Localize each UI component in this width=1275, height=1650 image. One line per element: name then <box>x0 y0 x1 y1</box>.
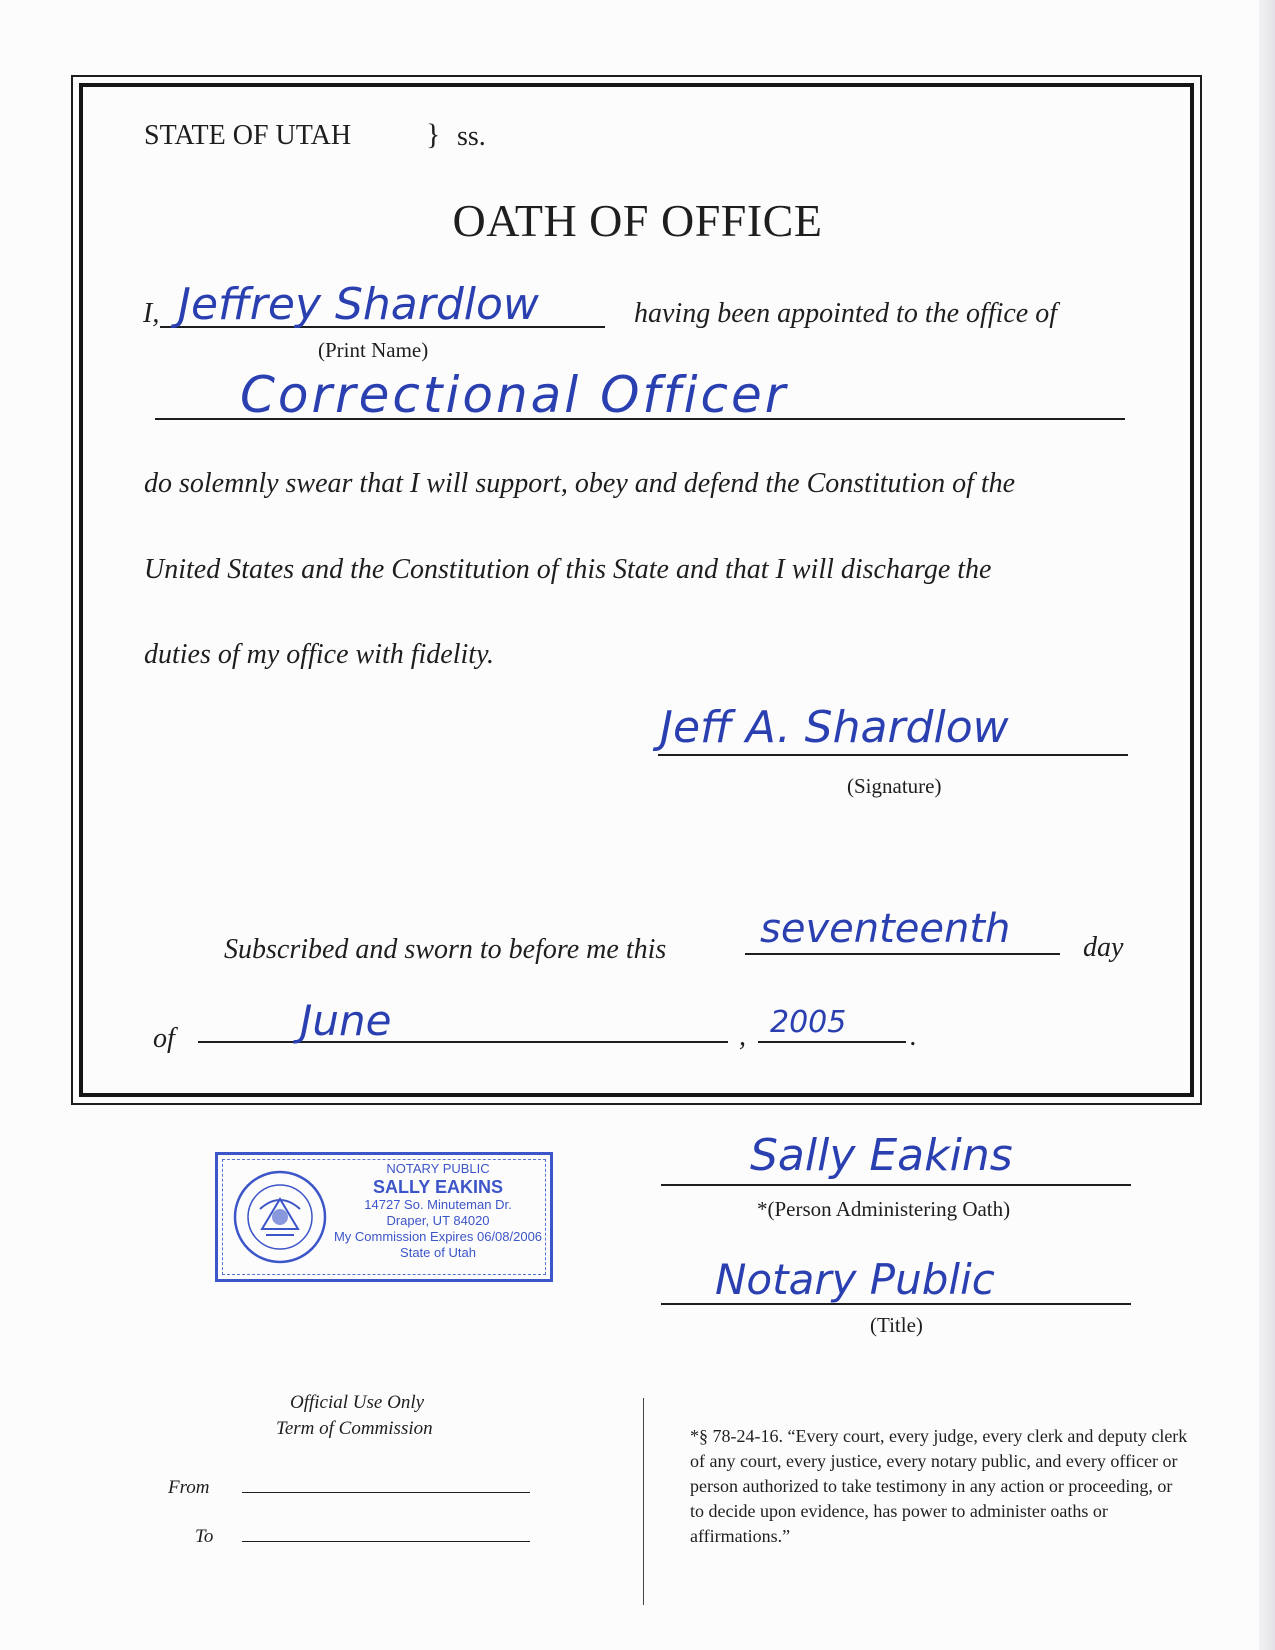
period: . <box>910 1021 917 1052</box>
month-line <box>198 1041 728 1043</box>
signature-caption: (Signature) <box>847 774 942 798</box>
stamp-address2: Draper, UT 84020 <box>386 1213 490 1228</box>
year-line <box>758 1041 906 1043</box>
page-edge-shadow <box>1259 0 1275 1650</box>
official-use-heading: Official Use Only <box>290 1392 425 1413</box>
i-prefix: I, <box>143 298 160 329</box>
signature-line <box>658 754 1128 756</box>
oath-line-1: do solemnly swear that I will support, obey and defend the Constitution of the <box>144 468 1016 499</box>
stamp-expires: My Commission Expires 06/08/2006 <box>333 1229 543 1244</box>
title-caption: (Title) <box>870 1313 923 1337</box>
subscribed-phrase: Subscribed and sworn to before me this <box>224 934 667 965</box>
of-word: of <box>153 1023 175 1054</box>
from-line <box>242 1492 530 1493</box>
appointed-phrase: having been appointed to the office of <box>634 298 1058 329</box>
oath-line-2: United States and the Constitution of this State and that I will discharge the <box>144 554 992 585</box>
administrator-line <box>661 1184 1131 1186</box>
from-label: From <box>168 1477 210 1498</box>
handwritten-day: seventeenth <box>760 906 1011 952</box>
comma: , <box>739 1021 746 1052</box>
handwritten-title: Notary Public <box>715 1255 995 1304</box>
ss-label: ss. <box>457 121 486 152</box>
footer-divider <box>643 1398 644 1605</box>
to-line <box>242 1541 530 1542</box>
handwritten-administrator: Sally Eakins <box>750 1130 1013 1181</box>
state-seal-icon <box>232 1169 328 1265</box>
oath-line-3: duties of my office with fidelity. <box>144 639 494 670</box>
handwritten-month: June <box>300 996 392 1045</box>
handwritten-year: 2005 <box>770 1005 847 1040</box>
stamp-address1: 14727 So. Minuteman Dr. <box>364 1197 512 1212</box>
brace-glyph: } <box>426 118 441 151</box>
state-of-utah-label: STATE OF UTAH <box>144 120 352 151</box>
to-label: To <box>195 1526 214 1547</box>
document-title: OATH OF OFFICE <box>452 195 823 246</box>
stamp-notary-name: SALLY EAKINS <box>372 1177 504 1197</box>
stamp-notary-label: NOTARY PUBLIC <box>386 1161 490 1176</box>
handwritten-signature: Jeff A. Shardlow <box>660 702 1009 753</box>
term-heading: Term of Commission <box>276 1418 433 1439</box>
notary-stamp <box>215 1152 553 1282</box>
print-name-caption: (Print Name) <box>318 338 429 362</box>
handwritten-office: Correctional Officer <box>240 366 789 424</box>
statute-text: *§ 78-24-16. “Every court, every judge, every clerk and deputy clerk of any court, every justice, every notary public, and every officer or person authorized to take testimony in any action or proceeding, or to decide upon evidence, has power to administer oaths or affirmations.” <box>690 1426 1188 1546</box>
stamp-state: State of Utah <box>400 1245 476 1260</box>
day-word: day <box>1083 932 1124 963</box>
handwritten-name: Jeffrey Shardlow <box>178 279 539 330</box>
day-line <box>745 953 1060 955</box>
stamp-text-block <box>328 1161 548 1261</box>
administrator-caption: *(Person Administering Oath) <box>757 1197 1011 1221</box>
